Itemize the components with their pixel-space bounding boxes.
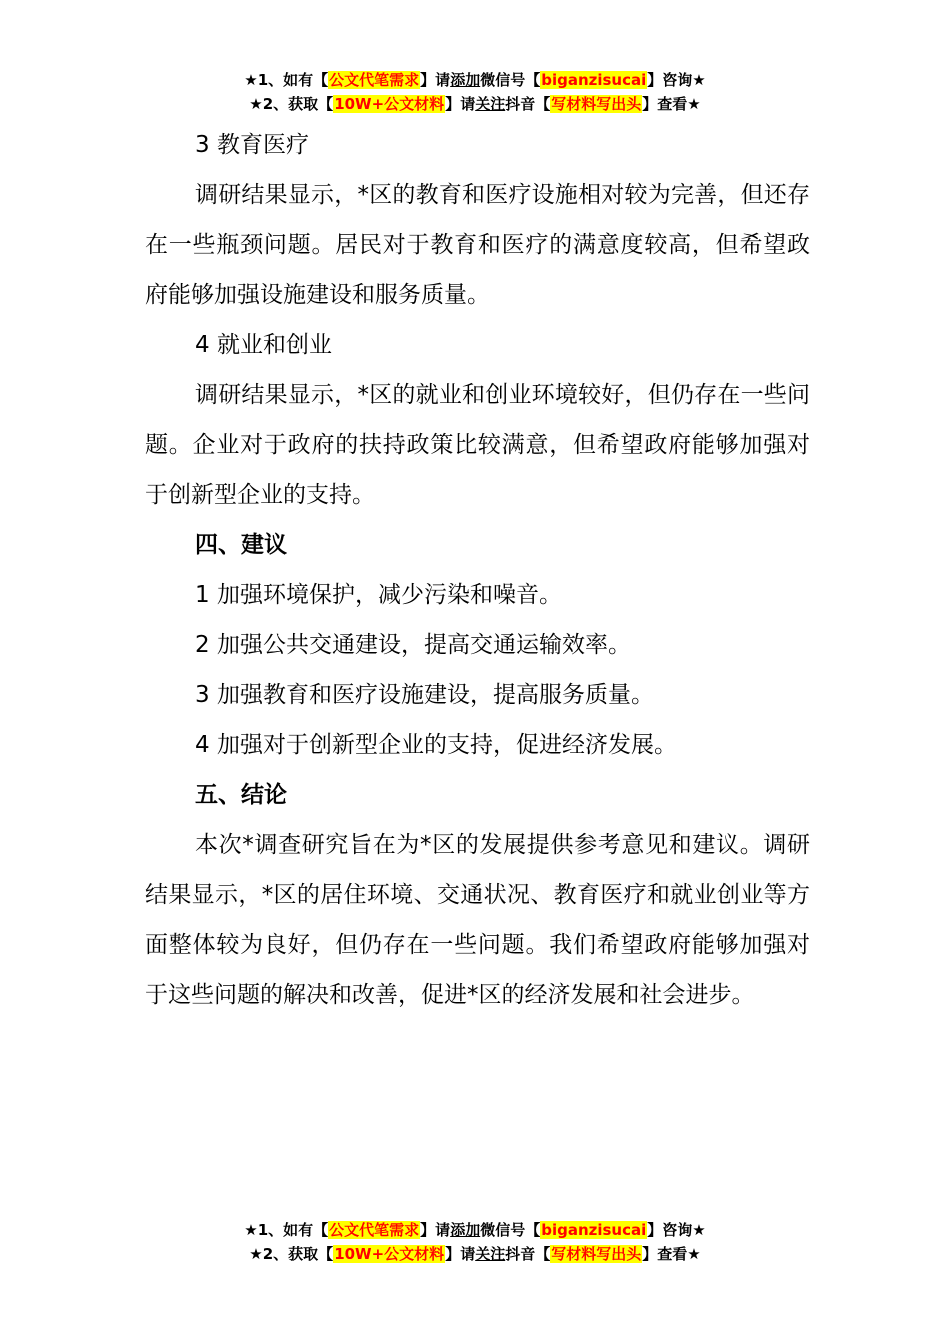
banner-line-1 bbox=[0, 68, 950, 92]
banner-douyin-id: 写材料写出头 bbox=[551, 1245, 642, 1263]
banner-underline: 关注 bbox=[475, 1245, 506, 1263]
header-banner bbox=[0, 68, 950, 116]
banner-text: ★1、如有【 bbox=[244, 71, 329, 89]
banner-highlight: 10W+公文材料 bbox=[334, 1245, 445, 1263]
banner-douyin-id: 写材料写出头 bbox=[551, 95, 642, 113]
footer-banner bbox=[0, 1218, 950, 1266]
banner-underline: 添加 bbox=[450, 1221, 481, 1239]
banner-text: 微信号【 bbox=[480, 71, 541, 89]
banner-wechat-id: biganzisucai bbox=[541, 71, 647, 89]
document-body bbox=[145, 120, 810, 1020]
banner-text: 】咨询★ bbox=[647, 71, 706, 89]
banner-highlight: 10W+公文材料 bbox=[334, 95, 445, 113]
banner-text: ★1、如有【 bbox=[244, 1221, 329, 1239]
banner-text: 】请 bbox=[445, 1245, 476, 1263]
conclusion-paragraph: 本次*调查研究旨在为*区的发展提供参考意见和建议。调研结果显示，*区的居住环境、交通状况、教育医疗和就业创业等方面整体较为良好，但仍存在一些问题。我们希望政府能够加强对于这些问题的解决和改善，促进*区的经济发展和社会进步。 bbox=[145, 832, 810, 1008]
banner-text: ★2、获取【 bbox=[249, 95, 334, 113]
suggestion-item: 4 加强对于创新型企业的支持，促进经济发展。 bbox=[195, 732, 677, 758]
banner-text: 】请 bbox=[420, 71, 451, 89]
banner-text: 抖音【 bbox=[505, 1245, 551, 1263]
banner-text: 抖音【 bbox=[505, 95, 551, 113]
banner-text: ★2、获取【 bbox=[249, 1245, 334, 1263]
banner-text: 】查看★ bbox=[642, 95, 701, 113]
heading-conclusion: 五、结论 bbox=[195, 782, 287, 808]
banner-text: 微信号【 bbox=[480, 1221, 541, 1239]
banner-underline: 添加 bbox=[450, 71, 481, 89]
section-4-title: 4 就业和创业 bbox=[195, 332, 332, 358]
banner-highlight: 公文代笔需求 bbox=[329, 71, 420, 89]
banner-line-1 bbox=[0, 1218, 950, 1242]
section-3-paragraph: 调研结果显示，*区的教育和医疗设施相对较为完善，但还存在一些瓶颈问题。居民对于教育和医疗的满意度较高，但希望政府能够加强设施建设和服务质量。 bbox=[145, 182, 810, 308]
section-4-paragraph: 调研结果显示，*区的就业和创业环境较好，但仍存在一些问题。企业对于政府的扶持政策比较满意，但希望政府能够加强对于创新型企业的支持。 bbox=[145, 382, 810, 508]
banner-text: 】查看★ bbox=[642, 1245, 701, 1263]
banner-underline: 关注 bbox=[475, 95, 506, 113]
heading-suggestions: 四、建议 bbox=[195, 532, 287, 558]
suggestion-item: 2 加强公共交通建设，提高交通运输效率。 bbox=[195, 632, 631, 658]
banner-highlight: 公文代笔需求 bbox=[329, 1221, 420, 1239]
banner-text: 】请 bbox=[420, 1221, 451, 1239]
section-3-title: 3 教育医疗 bbox=[195, 132, 309, 158]
banner-line-2 bbox=[0, 92, 950, 116]
banner-text: 】请 bbox=[445, 95, 476, 113]
suggestion-item: 3 加强教育和医疗设施建设，提高服务质量。 bbox=[195, 682, 654, 708]
banner-text: 】咨询★ bbox=[647, 1221, 706, 1239]
suggestion-item: 1 加强环境保护，减少污染和噪音。 bbox=[195, 582, 562, 608]
banner-line-2 bbox=[0, 1242, 950, 1266]
banner-wechat-id: biganzisucai bbox=[541, 1221, 647, 1239]
